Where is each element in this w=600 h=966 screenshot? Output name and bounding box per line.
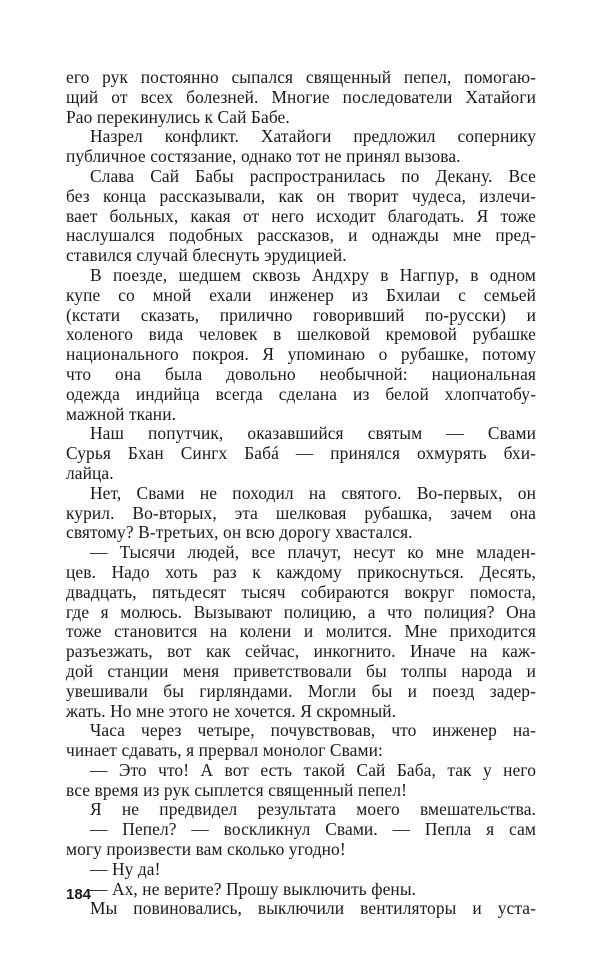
text-line: Назрел конфликт. Хатайоги предложил сопернику	[90, 126, 536, 147]
text-line: Рао перекинулись к Сай Бабе.	[66, 106, 290, 127]
text-line: курил. Во-вторых, эта шелковая рубашка, зачем она	[66, 502, 536, 523]
text-line: могу произвести вам сколько угодно!	[66, 839, 346, 860]
text-line: мажной ткани.	[66, 403, 177, 424]
text-line: В поезде, шедшем сквозь Андхру в Нагпур, в одном	[90, 264, 536, 285]
text-line: Мы повиновались, выключили вентиляторы и уста-	[90, 898, 536, 919]
text-line: святому? В-третьих, он всю дорогу хвастался.	[66, 522, 413, 543]
text-line: чинает сдавать, я прервал монолог Свами:	[66, 740, 383, 761]
text-line: увешивали бы гирляндами. Могли бы и поезд задер-	[66, 680, 536, 701]
text-line: без конца рассказывали, как он творит чудеса, излечи-	[66, 185, 536, 206]
text-line: двадцать, пятьдесят тысяч собираются вокруг помоста,	[66, 581, 536, 602]
text-line: вает больных, какая от него исходит благодать. Я тоже	[66, 205, 536, 226]
text-line: холеного вида человек в шелковой кремовой рубашке	[66, 324, 536, 345]
text-line: — Ну да!	[90, 858, 161, 879]
text-line: тоже становится на колени и молится. Мне приходится	[66, 621, 536, 642]
text-line: Сурья Бхан Сингх Бабá — принялся охмурять бхи-	[66, 443, 536, 464]
text-line: — Тысячи людей, все плачут, несут ко мне младен-	[90, 542, 536, 563]
text-line: национального покроя. Я упоминаю о рубашке, потому	[66, 344, 536, 365]
text-line: цев. Надо хоть раз к каждому прикоснуться. Десять,	[66, 561, 536, 582]
text-line: где я молюсь. Вызывают полицию, а что полиция? Она	[66, 601, 536, 622]
text-line: жать. Но мне этого не хочется. Я скромный.	[66, 700, 397, 721]
page-number: 184	[66, 886, 92, 903]
text-line: Часа через четыре, почувствовав, что инженер на-	[90, 720, 536, 741]
text-line: лайца.	[66, 462, 114, 483]
text-line: публичное состязание, однако тот не принял вызова.	[66, 146, 461, 167]
text-column	[66, 68, 536, 919]
text-line: его рук постоянно сыпался священный пепел, помогаю-	[66, 67, 536, 87]
text-line: — Пепел? — воскликнул Свами. — Пепла я сам	[90, 819, 536, 840]
text-line: купе со мной ехали инженер из Бхилаи с семьей	[66, 284, 536, 305]
text-line: все время из рук сыплется священный пепел!	[66, 779, 408, 800]
text-line: разъезжать, вот как сейчас, инкогнито. Иначе на каж-	[66, 641, 536, 662]
text-line: — Это что! А вот есть такой Сай Баба, так у него	[90, 759, 536, 780]
text-line: Слава Сай Бабы распространилась по Декану. Все	[90, 165, 536, 186]
text-line: одежда индийца всегда сделана из белой хлопчатобу-	[66, 383, 536, 404]
text-line: Нет, Свами не походил на святого. Во-первых, он	[90, 482, 536, 503]
text-line: Наш попутчик, оказавшийся святым — Свами	[90, 423, 536, 444]
text-line: ставился случай блеснуть эрудицией.	[66, 245, 347, 266]
text-line: дой станции меня приветствовали бы толпы народа и	[66, 660, 536, 681]
text-line: щий от всех болезней. Многие последователи Хатайоги	[66, 86, 536, 107]
text-line: Я не предвидел результата моего вмешательства.	[90, 799, 536, 820]
text-line: (кстати сказать, прилично говоривший по-русски) и	[66, 304, 536, 325]
text-line: что она была довольно необычной: национальная	[66, 363, 536, 384]
text-line: — Ах, не верите? Прошу выключить фены.	[90, 878, 417, 899]
text-line: наслушался подобных рассказов, и однажды мне пред-	[66, 225, 536, 246]
